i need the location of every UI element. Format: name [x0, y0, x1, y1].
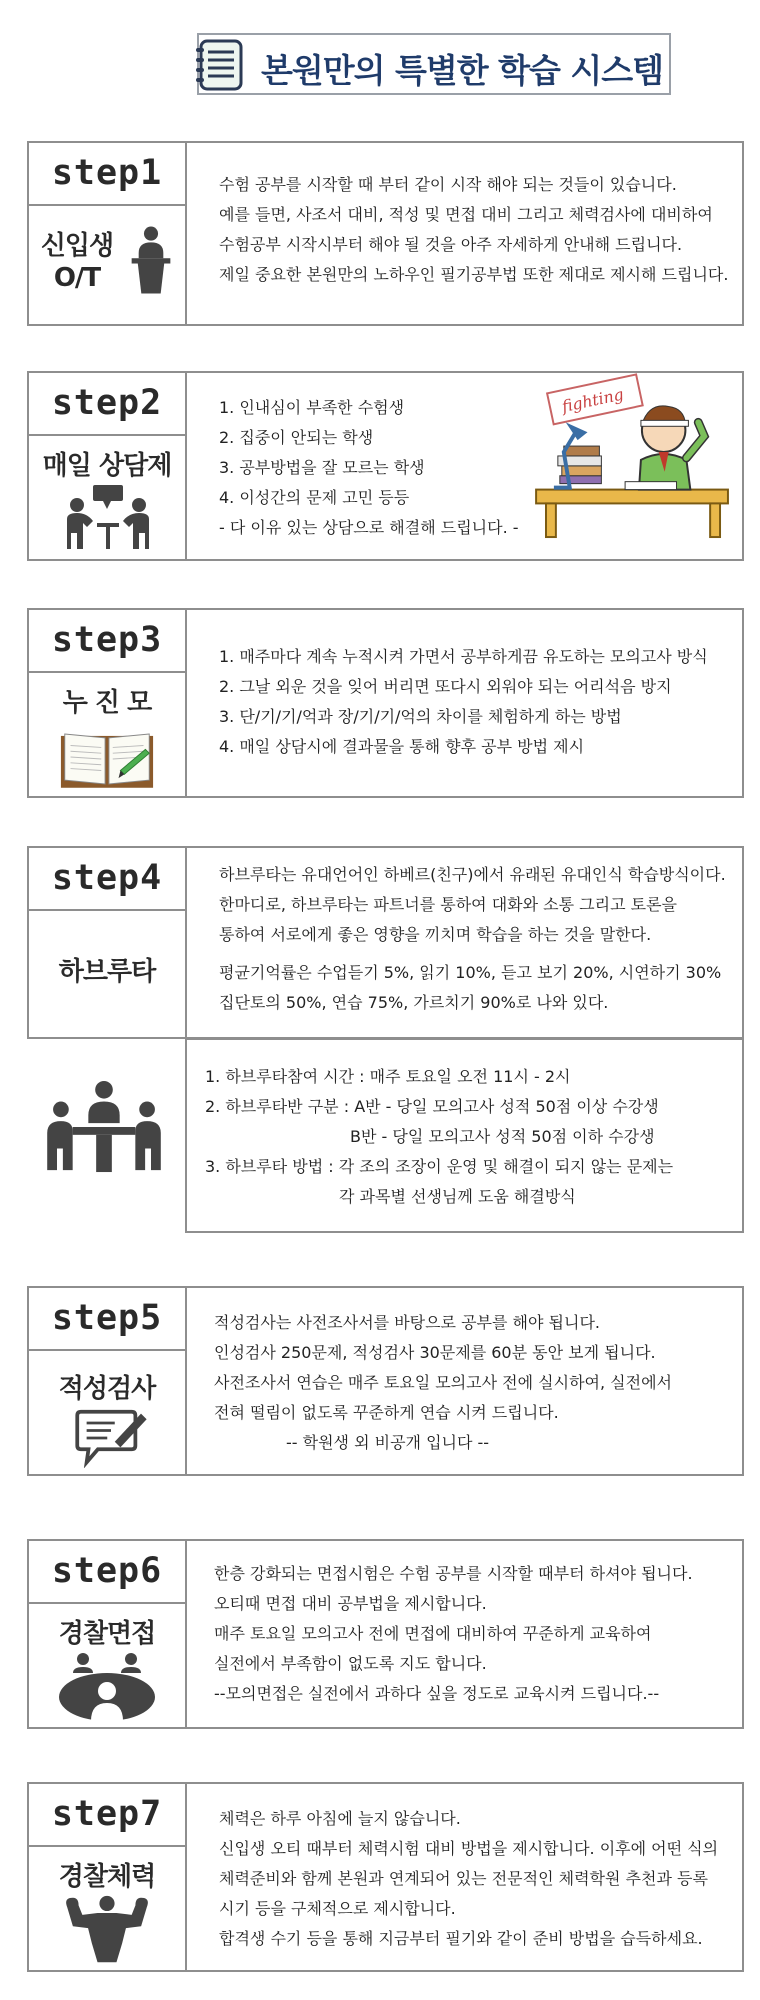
step2-label: [29, 373, 187, 559]
step7-body: [219, 1804, 732, 1954]
step5-line: -- 학원생 외 비공개 입니다 --: [286, 1433, 490, 1452]
step1-line: 제일 중요한 본원만의 노하우인 필기공부법 또한 제대로 제시해 드립니다.: [219, 265, 729, 284]
step3-section: [27, 608, 744, 798]
step7-heading: step7: [29, 1784, 185, 1847]
step4-section: [27, 846, 744, 1039]
step1-line: 예를 들면, 사조서 대비, 적성 및 면접 대비 그리고 체력검사에 대비하여: [219, 205, 713, 224]
step3-heading: step3: [29, 610, 185, 673]
step2-line: 1. 인내심이 부족한 수험생: [219, 398, 405, 417]
page-title-box: [197, 33, 671, 95]
step5-heading: step5: [29, 1288, 185, 1351]
step4-detail-line: 3. 하브루타 방법 : 각 조의 조장이 운영 및 해결이 되지 않는 문제는: [205, 1157, 674, 1176]
step3-body: [219, 642, 732, 762]
step2-line: 2. 집중이 안되는 학생: [219, 428, 374, 447]
step4-line: 한마디로, 하브루타는 파트너를 통하여 대화와 소통 그리고 토론을: [219, 895, 678, 914]
step1-name-line2: O/T: [53, 263, 101, 293]
step6-line: 한층 강화되는 면접시험은 수험 공부를 시작할 때부터 하셔야 됩니다.: [214, 1564, 693, 1583]
step4-detail-line: 1. 하브루타참여 시간 : 매주 토요일 오전 11시 - 2시: [205, 1067, 571, 1086]
step6-line: 매주 토요일 모의고사 전에 면접에 대비하여 꾸준하게 교육하여: [214, 1624, 652, 1643]
step3-line: 1. 매주마다 계속 누적시켜 가면서 공부하게끔 유도하는 모의고사 방식: [219, 647, 708, 666]
fighting-sticker: fighting: [560, 384, 626, 417]
step7-label: [29, 1784, 187, 1970]
step7-name: 경찰체력: [58, 1862, 156, 1892]
step3-name: 누 진 모: [62, 688, 152, 718]
step1-line: 수험공부 시작시부터 해야 될 것을 아주 자세하게 안내해 드립니다.: [219, 235, 683, 254]
step6-line: 실전에서 부족함이 없도록 지도 합니다.: [214, 1654, 487, 1673]
step5-line: 인성검사 250문제, 적성검사 30문제를 60분 동안 보게 됩니다.: [214, 1343, 656, 1362]
step2-line: 4. 이성간의 문제 고민 등등: [219, 488, 410, 507]
step7-line: 합격생 수기 등을 통해 지금부터 필기와 같이 준비 방법을 습득하세요.: [219, 1929, 703, 1948]
step5-label: [29, 1288, 187, 1474]
step2-heading: step2: [29, 373, 185, 436]
step1-section: [27, 141, 744, 326]
step6-line: 오티때 면접 대비 공부법을 제시합니다.: [214, 1594, 487, 1613]
step6-name: 경찰면접: [58, 1619, 156, 1649]
step1-name-line1: 신입생: [40, 231, 114, 261]
step5-line: 사전조사서 연습은 매주 토요일 모의고사 전에 실시하여, 실전에서: [214, 1373, 673, 1392]
step4-body: [219, 860, 732, 1018]
step2-section: [27, 371, 744, 561]
step3-line: 4. 매일 상담시에 결과물을 통해 향후 공부 방법 제시: [219, 737, 585, 756]
step5-body: [214, 1308, 732, 1458]
step1-line: 수험 공부를 시작할 때 부터 같이 시작 해야 되는 것들이 있습니다.: [219, 175, 677, 194]
group-meeting-icon: [45, 1080, 163, 1174]
step5-name: 적성검사: [58, 1374, 156, 1404]
step3-line: 2. 그날 외운 것을 잊어 버리면 또다시 외워야 되는 어리석음 방지: [219, 677, 672, 696]
step2-line: - 다 이유 있는 상담으로 해결해 드립니다. -: [219, 518, 519, 537]
step6-body: [214, 1559, 732, 1709]
step7-line: 시기 등을 구체적으로 제시합니다.: [219, 1899, 456, 1918]
step4-line: 통하여 서로에게 좋은 영향을 끼치며 학습을 하는 것을 말한다.: [219, 925, 652, 944]
step4-heading: step4: [29, 848, 185, 911]
step7-line: 체력준비와 함께 본원과 연계되어 있는 전문적인 체력학원 추천과 등록: [219, 1869, 708, 1888]
step4-details-box: [185, 1038, 744, 1233]
step5-section: [27, 1286, 744, 1476]
page-title: 본원만의 특별한 학습 시스템: [261, 51, 664, 90]
step2-line: 3. 공부방법을 잘 모르는 학생: [219, 458, 425, 477]
step7-section: [27, 1782, 744, 1972]
step4-details: [205, 1062, 732, 1212]
interview-table-icon: [57, 1651, 157, 1723]
step3-label: [29, 610, 187, 796]
step3-line: 3. 단/기/기/억과 장/기/기/억의 차이를 체험하게 하는 방법: [219, 707, 622, 726]
open-book-icon: [59, 726, 155, 790]
step6-label: [29, 1541, 187, 1727]
step4-label: [29, 848, 187, 1037]
step6-section: [27, 1539, 744, 1729]
step4-detail-line: B반 - 당일 모의고사 성적 50점 이하 수강생: [350, 1127, 655, 1146]
step6-line: --모의면접은 실전에서 과하다 싶을 정도로 교육시켜 드립니다.--: [214, 1684, 660, 1703]
step4-name: 하브루타: [58, 957, 156, 987]
step5-line: 전혀 떨림이 없도록 꾸준하게 연습 시켜 드립니다.: [214, 1403, 559, 1422]
muscle-body-icon: [59, 1894, 155, 1966]
step7-line: 신입생 오티 때부터 체력시험 대비 방법을 제시합니다. 이후에 어떤 식의: [219, 1839, 719, 1858]
step4-detail-line: 각 과목별 선생님께 도움 해결방식: [339, 1187, 576, 1206]
step4-line: 집단토의 50%, 연습 75%, 가르치기 90%로 나와 있다.: [219, 993, 609, 1012]
step6-heading: step6: [29, 1541, 185, 1604]
step4-line: 하브루타는 유대언어인 하베르(친구)에서 유래된 유대인식 학습방식이다.: [219, 865, 726, 884]
notebook-icon: [193, 39, 247, 91]
step2-name: 매일 상담제: [42, 451, 172, 481]
podium-speaker-icon: [129, 223, 173, 297]
step4-line: 평균기억률은 수업듣기 5%, 읽기 10%, 듣고 보기 20%, 시연하기 30%: [219, 963, 722, 982]
step1-body: [219, 170, 732, 290]
writing-note-icon: [73, 1408, 149, 1468]
step5-line: 적성검사는 사전조사서를 바탕으로 공부를 해야 됩니다.: [214, 1313, 601, 1332]
step7-line: 체력은 하루 아침에 늘지 않습니다.: [219, 1809, 461, 1828]
studying-student-illustration: [529, 363, 739, 541]
step1-label: [29, 143, 187, 324]
step1-heading: step1: [29, 143, 185, 206]
step4-detail-line: 2. 하브루타반 구분 : A반 - 당일 모의고사 성적 50점 이상 수강생: [205, 1097, 659, 1116]
counseling-icon: [63, 483, 153, 553]
